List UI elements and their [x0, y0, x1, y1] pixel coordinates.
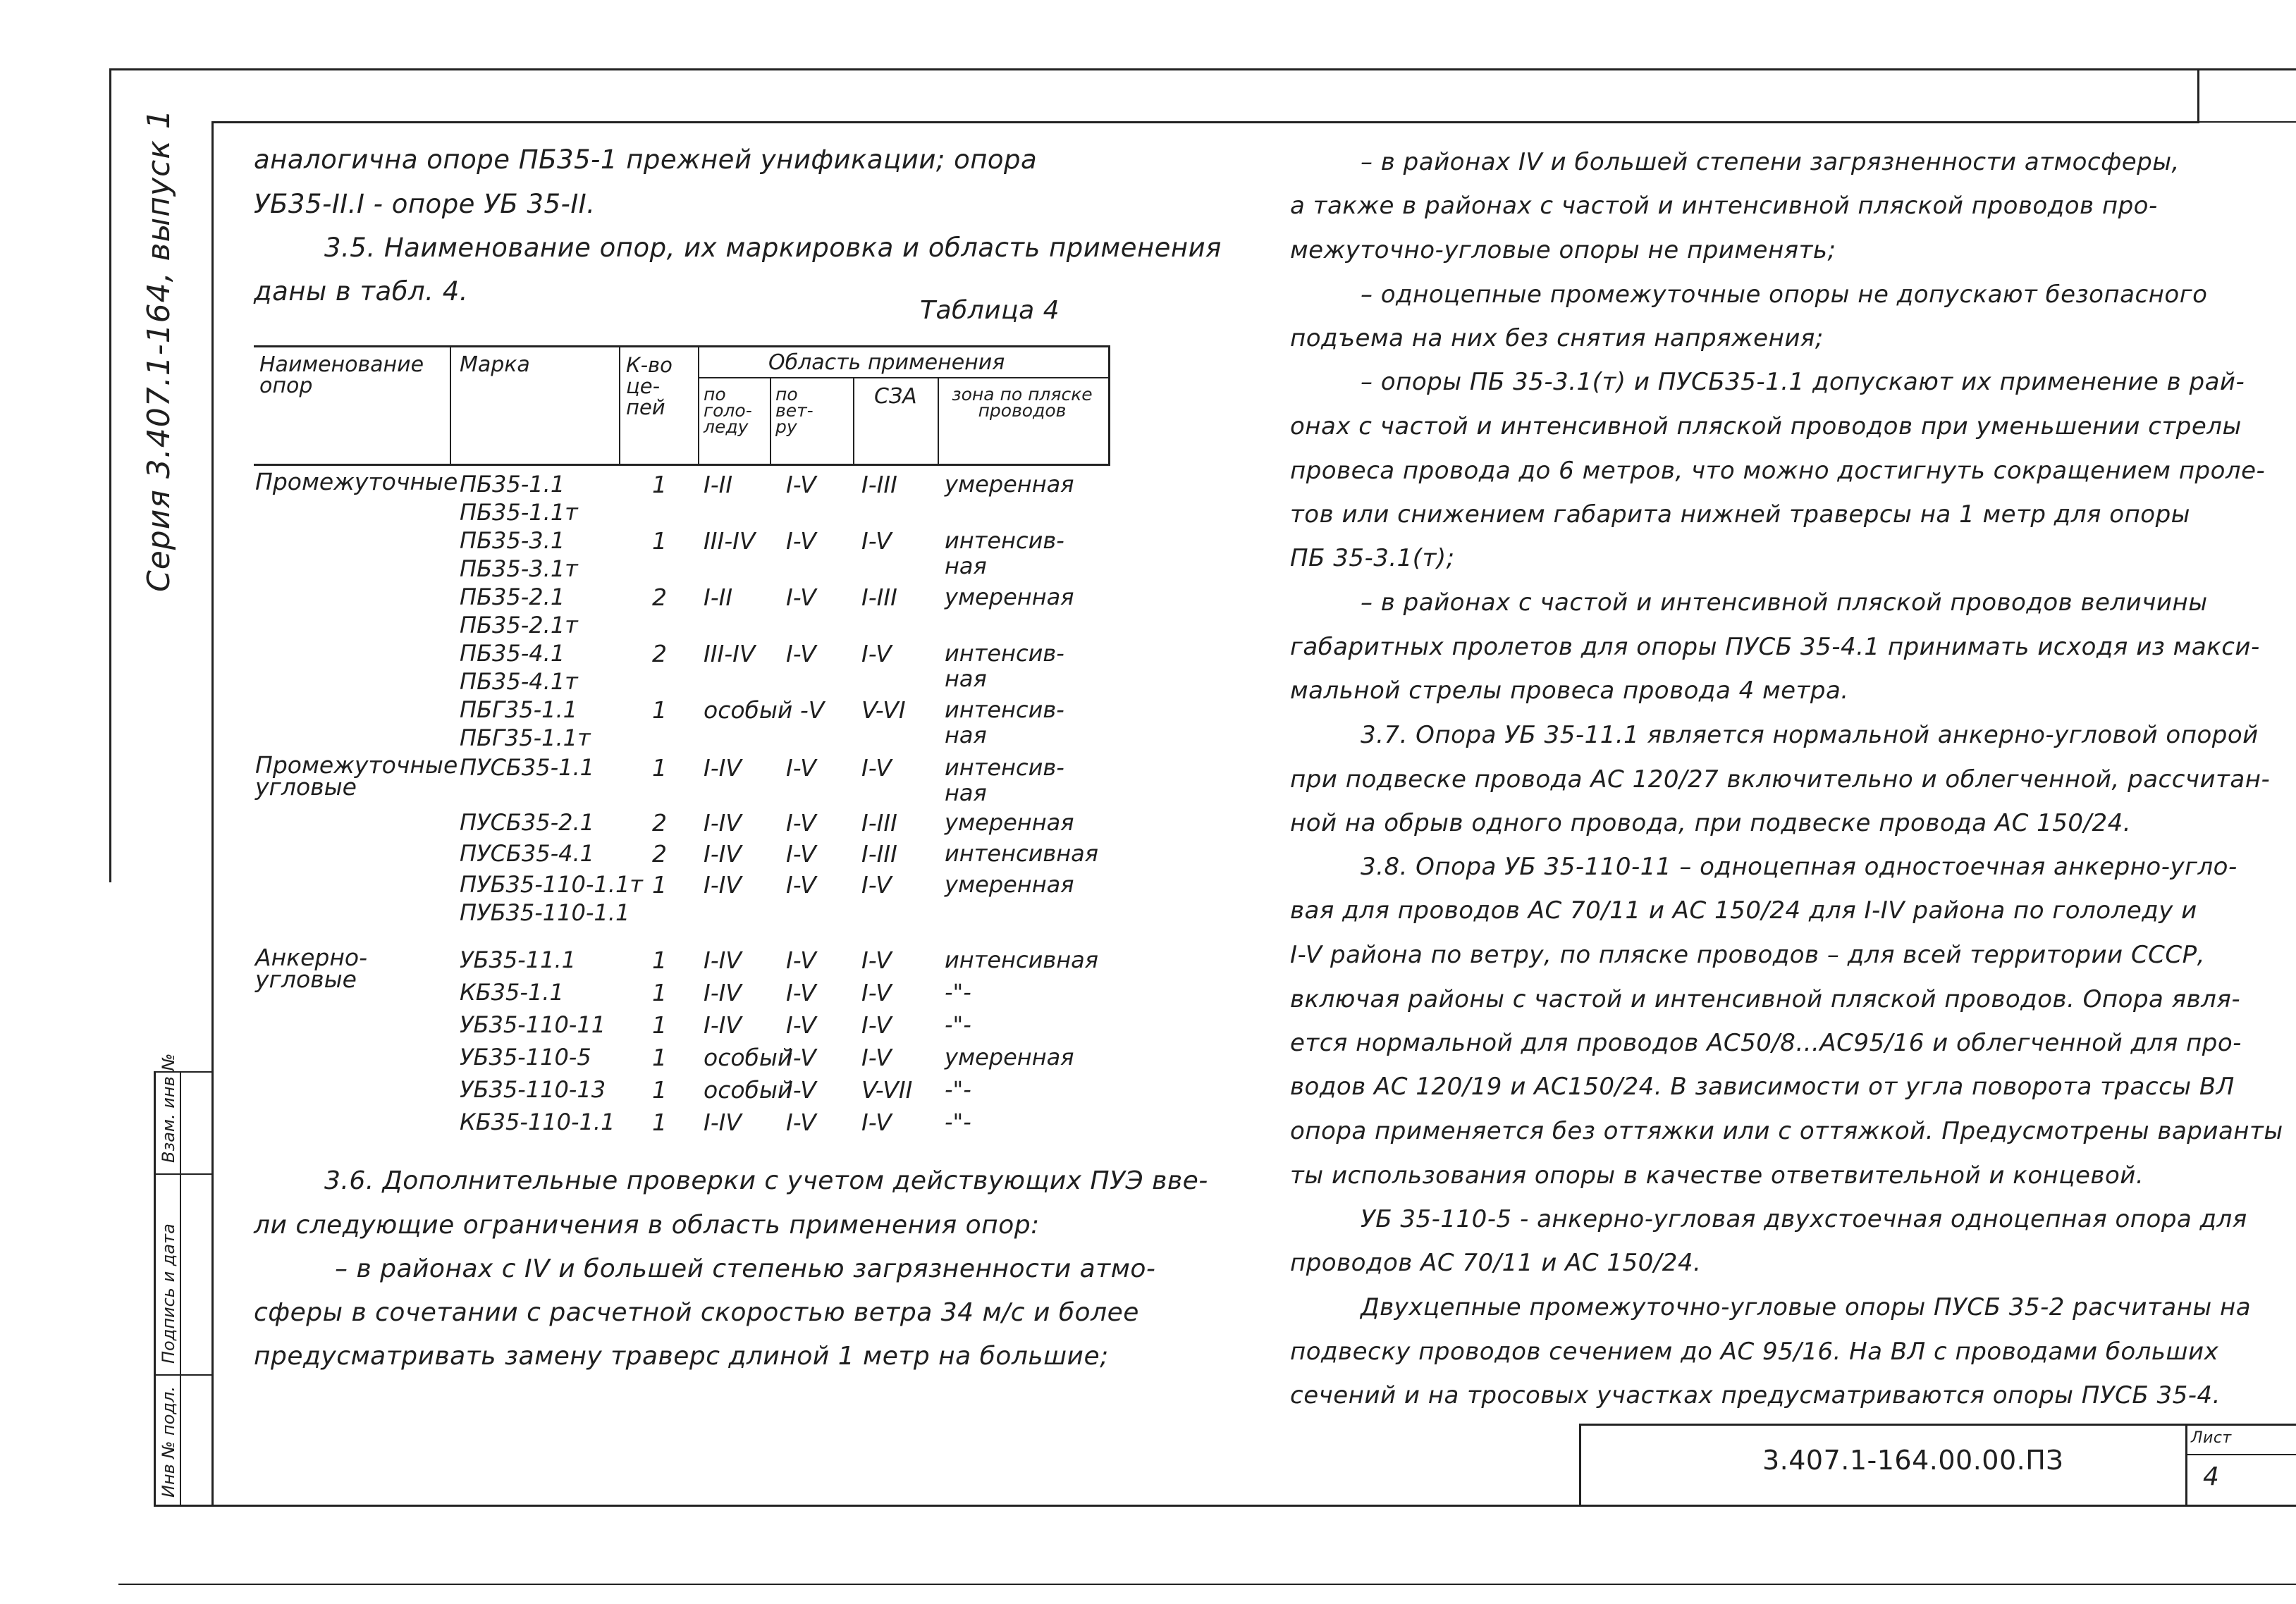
row-zone: -"-: [945, 979, 971, 1006]
table-vline-5: [853, 377, 854, 464]
row-count: 2: [652, 584, 667, 611]
right-text-line: межуточно-угловые опоры не применять;: [1290, 236, 1836, 264]
row-count: 1: [652, 946, 667, 974]
row-count: 1: [652, 696, 667, 724]
right-text-line: тов или снижением габарита нижней траверсы на 1 метр для опоры: [1290, 500, 2191, 529]
right-text-line: подъема на них без снятия напряжения;: [1290, 324, 1824, 352]
row-count: 1: [652, 471, 667, 498]
row-sza: I-III: [861, 840, 897, 868]
row-mark: ПУСБ35-4.1: [460, 840, 595, 867]
inner-frame-left: [211, 121, 214, 1505]
row-sza: I-V: [861, 979, 892, 1006]
header-count: К-во це- пей: [626, 353, 673, 419]
stamp-sep-3: [154, 1374, 211, 1376]
row-zone-2: ная: [945, 553, 987, 579]
row-count: 1: [652, 979, 667, 1006]
series-title: Серия 3.407.1-164, выпуск 1: [141, 109, 177, 592]
row-zone: интенсивная: [945, 946, 1098, 973]
row-mark: КБ35-110-1.1: [460, 1109, 615, 1135]
row-sza: I-V: [861, 754, 892, 782]
p35-line-1: 3.5. Наименование опор, их маркировка и область применения: [324, 233, 1222, 263]
row-ice: I-IV: [704, 840, 742, 868]
right-text-line: – одноцепные промежуточные опоры не допускают безопасного: [1361, 280, 2208, 309]
row-count: 1: [652, 871, 667, 899]
right-text-line: подвеску проводов сечением до АС 95/16. На ВЛ с проводами больших: [1290, 1338, 2219, 1366]
row-wind: I-V: [786, 754, 816, 782]
row-group: Промежуточные: [255, 468, 458, 495]
row-mark-2: ПБ35-4.1т: [460, 668, 578, 695]
right-text-line: проводов АС 70/11 и АС 150/24.: [1290, 1249, 1702, 1277]
row-zone: интенсив-: [945, 754, 1064, 781]
table-vline-7: [1108, 345, 1110, 464]
row-ice: III-IV: [704, 640, 756, 667]
table-area-subline: [698, 377, 1110, 378]
row-count: 2: [652, 640, 667, 667]
row-zone: умеренная: [945, 471, 1074, 498]
row-mark: ПБ35-3.1: [460, 527, 565, 554]
row-zone: интенсивная: [945, 840, 1098, 867]
row-ice: I-IV: [704, 1109, 742, 1136]
row-sza: I-III: [861, 809, 897, 837]
table-vline-2: [619, 345, 620, 464]
row-sza: I-V: [861, 1109, 892, 1136]
sheet-number: 4: [2203, 1462, 2220, 1491]
right-text-line: опора применяется без оттяжки или с оттяжкой. Предусмотрены варианты: [1290, 1117, 2283, 1145]
row-mark-2: ПБ35-3.1т: [460, 555, 578, 582]
row-ice: I-IV: [704, 754, 742, 782]
titleblock-top: [1579, 1424, 2296, 1426]
header-mark: Марка: [460, 352, 530, 377]
intro-line-1: аналогична опоре ПБ35-1 прежней унификации; опора: [254, 144, 1038, 175]
inner-frame-bottom: [154, 1505, 2296, 1507]
row-ice: I-II: [704, 471, 733, 498]
right-text-line: а также в районах с частой и интенсивной пляской проводов про-: [1290, 192, 2158, 220]
row-mark-2: ПБ35-2.1т: [460, 612, 578, 638]
row-zone-2: ная: [945, 722, 987, 748]
row-ice: особый -V: [704, 696, 825, 724]
row-wind: I-V: [786, 527, 816, 555]
row-mark-2: ПБГ35-1.1т: [460, 724, 591, 751]
titleblock-sheet-sep: [2185, 1454, 2296, 1455]
right-text-line: УБ 35-110-5 - анкерно-угловая двухстоечная одноцепная опора для: [1361, 1205, 2247, 1233]
sheet-label: Лист: [2191, 1429, 2232, 1447]
row-sza: I-V: [861, 527, 892, 555]
row-zone: -"-: [945, 1076, 971, 1103]
row-sza: I-V: [861, 640, 892, 667]
p36-line-5: предусматривать замену траверс длиной 1 метр на большие;: [254, 1342, 1109, 1371]
p35-line-2: даны в табл. 4.: [254, 276, 469, 307]
right-text-line: I-V района по ветру, по пляске проводов – для всей территории СССР,: [1290, 941, 2205, 969]
right-text-line: габаритных пролетов для опоры ПУСБ 35-4.1 принимать исходя из макси-: [1290, 633, 2260, 661]
row-zone: интенсив-: [945, 640, 1064, 667]
row-zone: умеренная: [945, 584, 1074, 610]
table-caption: Таблица 4: [920, 296, 1060, 325]
titleblock-left: [1579, 1424, 1581, 1507]
right-text-line: – в районах с частой и интенсивной пляской проводов величины: [1361, 588, 2208, 617]
right-text-line: сечений и на тросовых участках предусматриваются опоры ПУСБ 35-4.: [1290, 1381, 2221, 1409]
p36-line-2: ли следующие ограничения в область применения опор:: [254, 1211, 1040, 1240]
table-vline-4: [770, 377, 771, 464]
row-zone: умеренная: [945, 809, 1074, 836]
stamp-sep-2: [154, 1173, 211, 1175]
row-wind: I-V: [786, 809, 816, 837]
row-group: Промежуточные угловые: [255, 751, 458, 801]
row-mark: ПУСБ35-1.1: [460, 754, 595, 781]
table-top-line: [254, 345, 1110, 347]
row-wind: I-V: [786, 979, 816, 1006]
table-vline-3: [698, 345, 699, 464]
row-mark: ПБ35-2.1: [460, 584, 565, 610]
row-count: 2: [652, 809, 667, 837]
row-wind: I-V: [786, 871, 816, 899]
row-mark: ПБ35-4.1: [460, 640, 565, 667]
right-text-line: 3.8. Опора УБ 35-110-11 – одноцепная одностоечная анкерно-угло-: [1361, 853, 2237, 881]
row-mark: ПУСБ35-2.1: [460, 809, 595, 836]
row-wind: I-V: [786, 584, 816, 611]
header-area: Область применения: [768, 350, 1005, 375]
row-sza: V-VI: [861, 696, 906, 724]
row-group: Анкерно- угловые: [255, 944, 368, 993]
row-zone: интенсив-: [945, 696, 1064, 723]
p36-line-3: – в районах с IV и большей степенью загрязненности атмо-: [335, 1254, 1156, 1283]
row-count: 1: [652, 1076, 667, 1104]
header-name: Наименование опор: [259, 352, 424, 398]
right-text-line: ется нормальной для проводов АС50/8...АС95/16 и облегченной для про-: [1290, 1029, 2242, 1057]
row-ice: I-IV: [704, 979, 742, 1006]
inner-frame-top: [211, 121, 2197, 123]
right-text-line: вая для проводов АС 70/11 и АС 150/24 для I-IV района по гололеду и: [1290, 896, 2197, 925]
row-count: 1: [652, 527, 667, 555]
row-ice: особый: [704, 1044, 793, 1071]
right-text-line: – в районах IV и большей степени загрязненности атмосферы,: [1361, 148, 2180, 176]
row-wind: I-V: [786, 640, 816, 667]
right-text-line: ты использования опоры в качестве ответвительной и концевой.: [1290, 1161, 2144, 1190]
row-ice: I-II: [704, 584, 733, 611]
row-zone: -"-: [945, 1011, 971, 1038]
outer-frame-top: [109, 68, 2296, 70]
right-text-line: ной на обрыв одного провода, при подвеске провода АС 150/24.: [1290, 809, 2132, 837]
stamp-label-replace: Взам. инв №: [159, 1053, 178, 1163]
row-zone: интенсив-: [945, 527, 1064, 554]
top-right-corner-box-bottom: [2197, 121, 2296, 123]
right-text-line: онах с частой и интенсивной пляской проводов при уменьшении стрелы: [1290, 412, 2242, 440]
header-zone: зона по пляске проводов: [952, 384, 1093, 421]
row-sza: I-V: [861, 946, 892, 974]
row-sza: I-V: [861, 1044, 892, 1071]
row-mark: УБ35-11.1: [460, 946, 576, 973]
row-sza: I-V: [861, 871, 892, 899]
row-ice: I-IV: [704, 809, 742, 837]
header-ice: по голо- леду: [704, 384, 752, 437]
row-count: 1: [652, 1044, 667, 1071]
row-sza: I-III: [861, 471, 897, 498]
stamp-label-inventory: Инв № подл.: [159, 1386, 178, 1498]
right-text-line: мальной стрелы провеса провода 4 метра.: [1290, 677, 1849, 705]
header-sza: СЗА: [874, 384, 917, 409]
row-zone: умеренная: [945, 1044, 1074, 1071]
intro-line-2: УБ35-II.I - опоре УБ 35-II.: [254, 189, 596, 219]
p36-line-1: 3.6. Дополнительные проверки с учетом действующих ПУЭ вве-: [324, 1166, 1208, 1195]
row-mark: КБ35-1.1: [460, 979, 564, 1006]
right-text-line: 3.7. Опора УБ 35-11.1 является нормальной анкерно-угловой опорой: [1361, 721, 2259, 749]
row-zone: умеренная: [945, 871, 1074, 898]
row-wind: I-V: [786, 946, 816, 974]
row-zone-2: ная: [945, 665, 987, 692]
stamp-strip-right: [180, 1071, 181, 1505]
row-mark: ПБ35-1.1: [460, 471, 565, 498]
row-wind: I-V: [786, 471, 816, 498]
document-code: 3.407.1-164.00.00.ПЗ: [1762, 1445, 2064, 1476]
row-mark: ПБГ35-1.1: [460, 696, 577, 723]
stamp-label-signature: Подпись и дата: [159, 1223, 178, 1364]
right-text-line: Двухцепные промежуточно-угловые опоры ПУСБ 35-2 расчитаны на: [1361, 1293, 2252, 1321]
row-zone-2: ная: [945, 779, 987, 806]
row-zone: -"-: [945, 1109, 971, 1135]
outer-frame-bottom: [118, 1584, 2296, 1585]
right-text-line: ПБ 35-3.1(т);: [1290, 544, 1455, 572]
row-sza: I-III: [861, 584, 897, 611]
row-ice: I-IV: [704, 871, 742, 899]
row-mark: УБ35-110-13: [460, 1076, 606, 1103]
table-header-bottom-line: [254, 464, 1110, 466]
top-right-corner-box: [2197, 68, 2199, 123]
row-count: 1: [652, 1011, 667, 1039]
stamp-strip-left: [154, 1071, 156, 1505]
row-ice: I-IV: [704, 1011, 742, 1039]
row-count: 2: [652, 840, 667, 868]
right-text-line: включая районы с частой и интенсивной пляской проводов. Опора явля-: [1290, 985, 2241, 1013]
right-text-line: водов АС 120/19 и АС150/24. В зависимости от угла поворота трассы ВЛ: [1290, 1073, 2235, 1101]
header-wind: по вет- ру: [775, 384, 814, 437]
row-wind: I-V: [786, 840, 816, 868]
row-wind: I-V: [786, 1076, 816, 1104]
row-count: 1: [652, 754, 667, 782]
row-mark-2: ПУБ35-110-1.1: [460, 899, 630, 926]
row-wind: I-V: [786, 1109, 816, 1136]
row-ice: I-IV: [704, 946, 742, 974]
right-text-line: при подвеске провода АС 120/27 включительно и облегченной, рассчитан-: [1290, 765, 2271, 794]
row-wind: I-V: [786, 1011, 816, 1039]
row-mark: УБ35-110-11: [460, 1011, 606, 1038]
right-text-line: провеса провода до 6 метров, что можно достигнуть сокращением проле-: [1290, 457, 2266, 485]
row-wind: I-V: [786, 1044, 816, 1071]
titleblock-sheet-divider: [2185, 1424, 2187, 1507]
outer-frame-left: [109, 68, 111, 882]
row-mark-2: ПБ35-1.1т: [460, 499, 578, 526]
row-count: 1: [652, 1109, 667, 1136]
table-vline-6: [938, 377, 939, 464]
row-mark: ПУБ35-110-1.1т: [460, 871, 643, 898]
p36-line-4: сферы в сочетании с расчетной скоростью ветра 34 м/с и более: [254, 1298, 1139, 1327]
row-mark: УБ35-110-5: [460, 1044, 591, 1071]
row-ice: особый: [704, 1076, 793, 1104]
right-text-line: – опоры ПБ 35-3.1(т) и ПУСБ35-1.1 допускают их применение в рай-: [1361, 368, 2245, 396]
table-vline-1: [450, 345, 451, 464]
row-sza: V-VII: [861, 1076, 913, 1104]
row-sza: I-V: [861, 1011, 892, 1039]
row-ice: III-IV: [704, 527, 756, 555]
